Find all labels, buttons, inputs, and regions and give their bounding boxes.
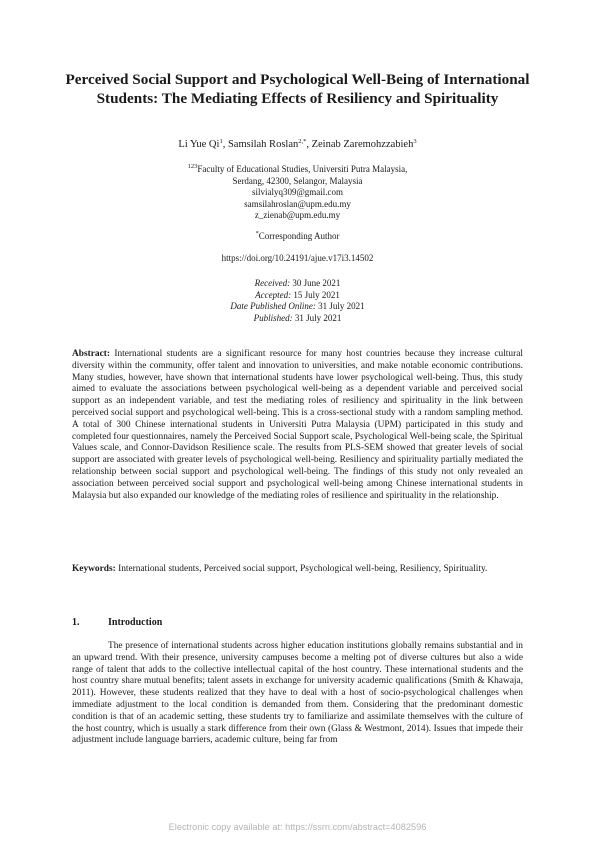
author-email: z_zienab@upm.edu.my [254,210,341,221]
author-name: Samsilah Roslan [227,139,299,150]
publication-dates [60,278,535,324]
abstract-text: International students are a significant resource for many host countries because they increase cultural diversity within the community, offer talent and innovation to universities, and make notable economic contributions. Many studies, however, have shown that international students have lower psychological well-being. Thus, this study aimed to evaluate the associations between psychological well-being as a dependent variable and perceived social support as an independent variable, and test the mediating roles of resiliency and spirituality in the link between perceived social support and psychological well-being. This is a cross-sectional study with a random sampling method. A total of 300 Chinese international students in Universiti Putra Malaysia (UPM) participated in this study and completed four questionnaires, namely the Perceived Social Support scale, Psychological Well-being scale, the Spiritual Values scale, and Connor-Davidson Resilience scale. The results from PLS-SEM showed that greater levels of social support are associated with greater levels of psychological well-being. Resiliency and spirituality partially mediated the relationship between social support and psychological well-being. The findings of this study not only revealed an association between perceived social support and psychological well-being among Chinese international students in Malaysia but also expanded our knowledge of the mediating roles of resilience and spirituality in the relationship. [72,349,523,501]
date-published: Published: 31 July 2021 [253,312,342,323]
affiliation-address: Serdang, 42300, Selangor, Malaysia [232,175,363,186]
author-affiliation-mark: 2,* [298,138,307,145]
author-affiliation-mark: 3 [413,138,417,145]
author-separator: , [222,139,228,150]
ssrn-footer[interactable]: Electronic copy available at: https://ssrn.com/abstract=4082596 [168,822,427,832]
introduction-paragraph: The presence of international students across higher education institutions globally remains substantial and in an upward trend. With their presence, university campuses become a melting pot of diverse cultures but also a wide range of talent that adds to the collective intellectual capital of the host country. These international students and the host country share mutual benefits; talent assets in exchange for university academic qualifications (Smith & Khawaja, 2011). However, these students realized that they have to deal with a host of socio-psychological challenges when immediate adjustment to the local condition is demanded from them. Considering that the predominant domestic condition is that of an academic setting, these students try to familiarize and assimilate themselves with the culture of the host country, which is usually a stark difference from their own (Glass & Westmont, 2014). Issues that impede their adjustment include language barriers, academic culture, being far from [72,641,523,746]
affiliation-block [60,164,535,222]
author-separator: , [306,139,312,150]
date-received: Received: 30 June 2021 [254,278,341,288]
section-title: Introduction [108,617,163,628]
author-name: Zeinab Zaremohzzabieh [311,139,414,150]
affiliation-line: $^{123}$Faculty of Educational Studies, Universiti Putra Malaysia, [187,163,408,174]
abstract-label: Abstract: [72,349,111,359]
author-email: samsilahroslan@upm.edu.my [244,198,351,209]
corresponding-mark: * [255,230,259,237]
section-number: 1. [72,617,80,628]
date-published-online: Date Published Online: 31 July 2021 [230,301,365,312]
date-accepted: Accepted: 15 July 2021 [255,289,340,300]
doi-link[interactable]: https://doi.org/10.24191/ajue.v17i3.14502 [221,253,374,263]
paper-title: Perceived Social Support and Psychological Well-Being of International Students: The Mediating Effects of Resiliency and Spirituality [65,71,530,107]
abstract [72,349,523,502]
author-email: silvialyq309@gmail.com [251,187,344,198]
keywords [72,564,523,576]
corresponding-author-note: *Corresponding Author [255,230,340,241]
author-name: Li Yue Qi [178,139,220,150]
author-affiliation-mark: 1 [219,138,223,145]
keywords-label: Keywords: [72,564,116,574]
keywords-text: International students, Perceived social support, Psychological well-being, Resiliency, Spirituality. [115,564,488,574]
author-list [60,138,535,152]
affiliation-mark: 123 [187,163,198,170]
section-heading [72,617,162,629]
